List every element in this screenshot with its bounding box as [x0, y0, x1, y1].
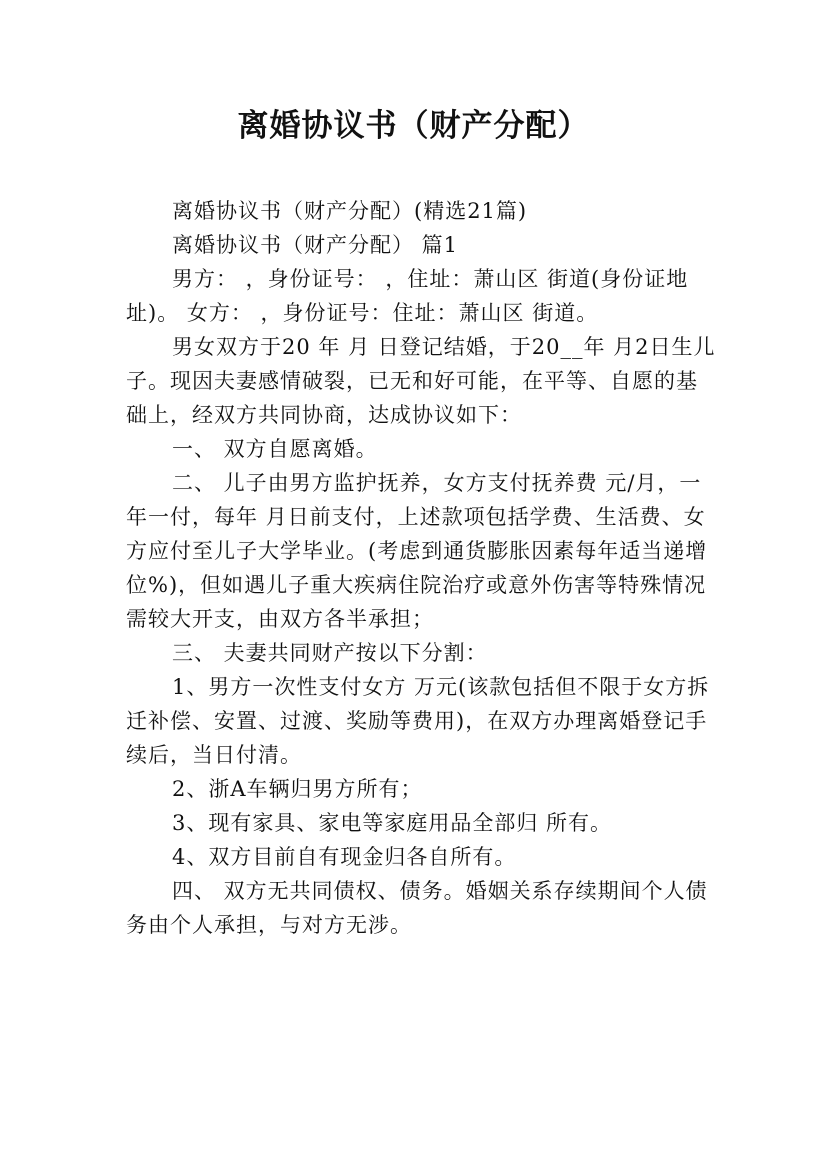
paragraph-clause-3: 三、 夫妻共同财产按以下分割：: [172, 641, 488, 665]
paragraph-item-1: 1、男方一次性支付女方 万元(该款包括但不限于女方拆迁补偿、安置、过渡、奖励等费用)，在双方办理离婚登记手续后，当日付清。: [126, 675, 710, 767]
document-title: 离婚协议书（财产分配）: [237, 108, 590, 144]
paragraph-clause-2: 二、 儿子由男方监护抚养，女方支付抚养费 元/月，一年一付，每年 月日前支付，上述款项包括学费、生活费、女方应付至儿子大学毕业。(考虑到通货膨胀因素每年适当递增位%)，但如遇儿子重大疾病住院治疗或意外伤害等特殊情况需较大开支，由双方各半承担；: [126, 471, 708, 631]
paragraph-parties: 男方： ，身份证号： ，住址：萧山区 街道(身份证地址)。 女方： ，身份证号：住址：萧山区 街道。: [126, 267, 689, 325]
paragraph-item-3: 3、现有家具、家电等家庭用品全部归 所有。: [172, 811, 613, 835]
paragraph-section-heading: 离婚协议书（财产分配） 篇1: [172, 233, 459, 257]
paragraph-subtitle: 离婚协议书（财产分配）(精选21篇): [172, 199, 528, 223]
paragraph-intro: 男女双方于20 年 月 日登记结婚，于20__年 月2日生儿子。现因夫妻感情破裂，已无和好可能，在平等、自愿的基础上，经双方共同协商，达成协议如下：: [126, 335, 716, 427]
paragraph-item-2: 2、浙A车辆归男方所有；: [172, 777, 423, 801]
document-body: [126, 194, 716, 942]
paragraph-clause-1: 一、 双方自愿离婚。: [172, 437, 378, 461]
paragraph-clause-4: 四、 双方无共同债权、债务。婚姻关系存续期间个人债务由个人承担，与对方无涉。: [126, 879, 708, 937]
paragraph-item-4: 4、双方目前自有现金归各自所有。: [172, 845, 517, 869]
